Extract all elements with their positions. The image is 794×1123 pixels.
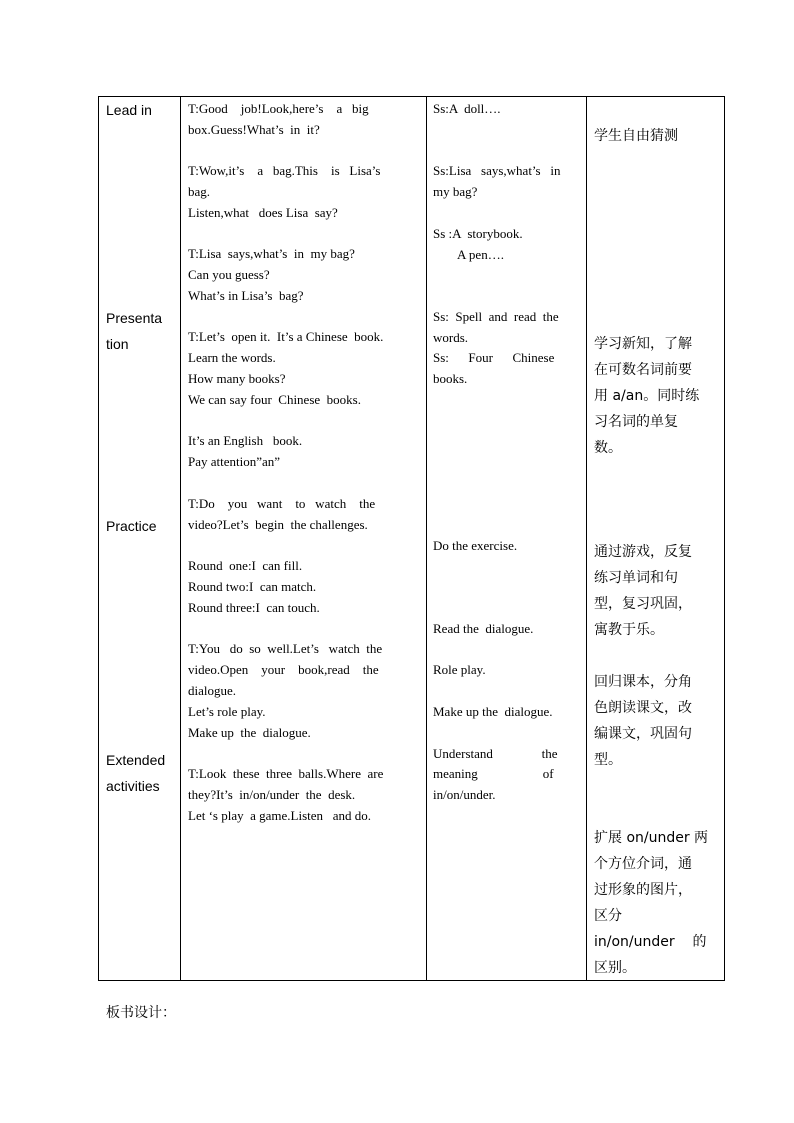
student-line: my bag? <box>433 184 478 199</box>
intent-line: 扩展 on/under 两 <box>594 830 709 846</box>
student-line: Ss:Lisa says,what’s in <box>433 163 561 178</box>
student-line: Role play. <box>433 662 486 677</box>
teacher-line: T:Do you want to watch the <box>188 496 376 511</box>
intent-line: 数。 <box>594 440 622 456</box>
teacher-line: T:Let’s open it. It’s a Chinese book. <box>188 329 384 344</box>
stage-lead-in: Lead in <box>106 102 152 118</box>
teacher-line: T:Lisa says,what’s in my bag? <box>188 246 355 261</box>
teacher-line: It’s an English book. <box>188 433 303 448</box>
teacher-line: box.Guess!What’s in it? <box>188 122 320 137</box>
teacher-line: T:Good job!Look,here’s a big <box>188 101 369 116</box>
student-activity-column <box>427 97 587 981</box>
teacher-line: video.Open your book,read the <box>188 662 379 677</box>
intent-line: 用 a/an。同时练 <box>594 388 700 404</box>
intent-line: 区分 <box>594 908 622 924</box>
intent-line: 编课文，巩固句 <box>594 726 692 742</box>
intent-line: 回归课本，分角 <box>594 674 692 690</box>
stage-practice: Practice <box>106 518 157 534</box>
intent-line: 过形象的图片， <box>594 882 692 898</box>
student-line: Understand the <box>433 746 558 761</box>
intent-line: 寓教于乐。 <box>594 622 664 638</box>
stage-extended-part1: Extended <box>106 752 166 768</box>
teacher-activity-column <box>181 97 427 981</box>
lesson-plan-table <box>98 96 725 981</box>
stage-presentation-part2: tion <box>106 336 129 352</box>
intent-line: 型。 <box>594 752 622 768</box>
student-line: Ss: Four Chinese <box>433 350 555 365</box>
teacher-line: Round one:I can fill. <box>188 558 303 573</box>
teacher-line: bag. <box>188 184 211 199</box>
intent-line: in/on/under 的 <box>594 934 707 950</box>
teacher-line: Pay attention”an” <box>188 454 281 469</box>
teacher-line: T:Look these three balls.Where are <box>188 766 384 781</box>
intent-line: 通过游戏，反复 <box>594 544 692 560</box>
intent-line: 区别。 <box>594 960 636 976</box>
student-line: words. <box>433 330 469 345</box>
teacher-line: Make up the dialogue. <box>188 725 311 740</box>
student-line: Ss:A doll…. <box>433 101 501 116</box>
teacher-line: T:You do so well.Let’s watch the <box>188 641 383 656</box>
student-line: Read the dialogue. <box>433 621 534 636</box>
student-line: in/on/under. <box>433 787 496 802</box>
teacher-line: Round three:I can touch. <box>188 600 320 615</box>
board-design-heading: 板书设计： <box>106 1005 176 1021</box>
student-line: Ss: Spell and read the <box>433 309 559 324</box>
teacher-line: dialogue. <box>188 683 237 698</box>
stage-column <box>99 97 181 981</box>
teacher-line: they?It’s in/on/under the desk. <box>188 787 356 802</box>
student-line: meaning of <box>433 766 554 781</box>
intent-line: 习名词的单复 <box>594 414 678 430</box>
teacher-line: Let ‘s play a game.Listen and do. <box>188 808 372 823</box>
intent-line: 色朗读课文，改 <box>594 700 692 716</box>
intent-line: 在可数名词前要 <box>594 362 692 378</box>
teacher-line: video?Let’s begin the challenges. <box>188 517 368 532</box>
design-intent-column <box>587 97 725 981</box>
stage-presentation-part1: Presenta <box>106 310 163 326</box>
intent-line: 型，复习巩固， <box>594 596 692 612</box>
table-row <box>99 97 725 981</box>
teacher-line: What’s in Lisa’s bag? <box>188 288 304 303</box>
teacher-line: How many books? <box>188 371 286 386</box>
student-line: Make up the dialogue. <box>433 704 553 719</box>
teacher-line: Round two:I can match. <box>188 579 317 594</box>
stage-extended-part2: activities <box>106 778 160 794</box>
teacher-line: Learn the words. <box>188 350 276 365</box>
teacher-line: Can you guess? <box>188 267 270 282</box>
intent-line: 学生自由猜测 <box>594 128 678 144</box>
student-line: books. <box>433 371 468 386</box>
intent-line: 练习单词和句 <box>594 570 678 586</box>
teacher-line: Let’s role play. <box>188 704 266 719</box>
intent-line: 学习新知，了解 <box>594 336 692 352</box>
teacher-line: Listen,what does Lisa say? <box>188 205 338 220</box>
student-line: A pen…. <box>457 247 504 262</box>
student-line: Ss :A storybook. <box>433 226 523 241</box>
teacher-line: T:Wow,it’s a bag.This is Lisa’s <box>188 163 381 178</box>
teacher-line: We can say four Chinese books. <box>188 392 361 407</box>
student-line: Do the exercise. <box>433 538 518 553</box>
intent-line: 个方位介词，通 <box>594 856 692 872</box>
